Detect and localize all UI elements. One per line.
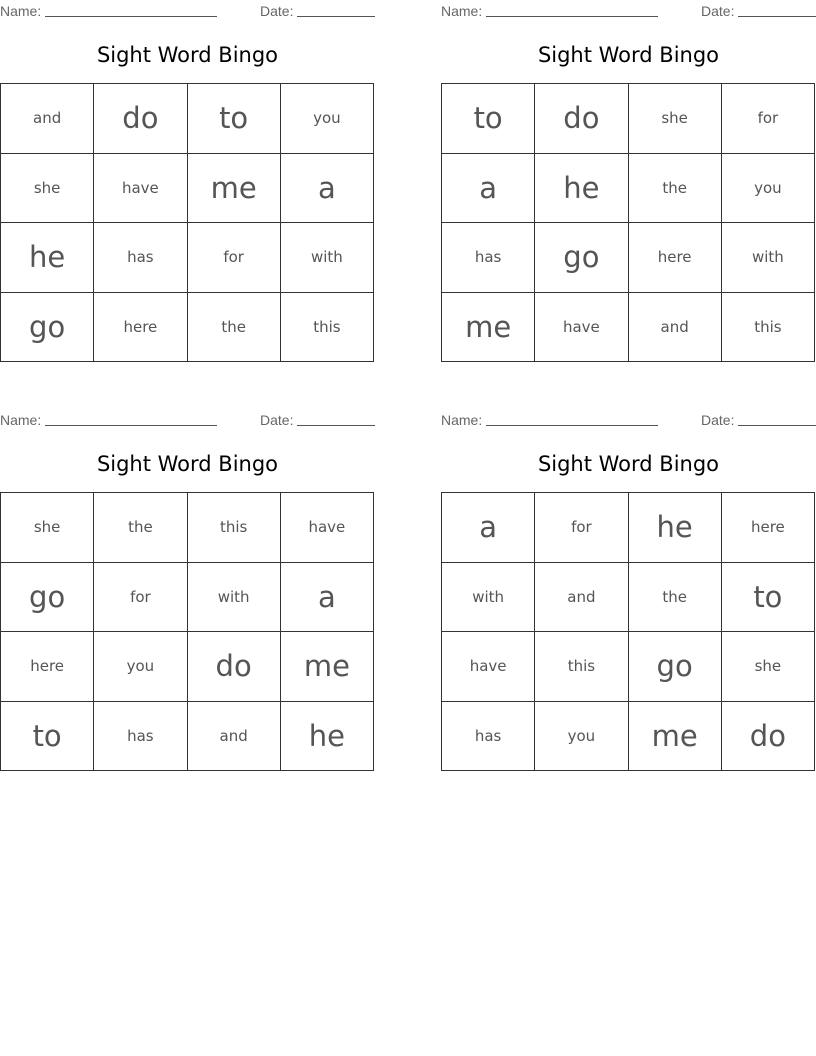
bingo-cell: you [722,154,815,224]
name-label: Name: [441,3,483,19]
bingo-cell: has [442,702,535,772]
bingo-grid [441,83,815,362]
bingo-cell: for [94,563,187,633]
card-header [0,409,375,429]
bingo-cell: she [1,154,94,224]
bingo-cell: me [629,702,722,772]
bingo-cell: with [442,563,535,633]
card-title: Sight Word Bingo [96,43,279,67]
bingo-cell: here [94,293,187,363]
bingo-cell: the [94,493,187,563]
date-blank-line [297,425,375,426]
name-label: Name: [0,412,42,428]
bingo-cell: she [1,493,94,563]
bingo-grid [0,492,374,771]
card-header [441,409,816,429]
bingo-cell: this [281,293,374,363]
card-header [441,0,816,20]
bingo-grid [0,83,374,362]
bingo-cell: the [188,293,281,363]
bingo-cell: to [188,84,281,154]
bingo-card [441,409,816,753]
bingo-cell: a [442,154,535,224]
bingo-cell: do [94,84,187,154]
bingo-cell: have [535,293,628,363]
bingo-cell: to [722,563,815,633]
name-blank-line [45,425,217,426]
date-blank-line [297,16,375,17]
bingo-cell: go [1,293,94,363]
bingo-cell: do [535,84,628,154]
name-blank-line [486,425,658,426]
card-title: Sight Word Bingo [537,452,720,476]
bingo-cell: have [442,632,535,702]
bingo-cell: she [722,632,815,702]
bingo-cell: do [722,702,815,772]
bingo-cell: he [629,493,722,563]
bingo-cell: and [629,293,722,363]
name-label: Name: [0,3,42,19]
name-blank-line [45,16,217,17]
bingo-cell: to [442,84,535,154]
bingo-cell: has [442,223,535,293]
bingo-cell: for [535,493,628,563]
bingo-cell: do [188,632,281,702]
card-header [0,0,375,20]
bingo-grid [441,492,815,771]
bingo-cell: me [281,632,374,702]
bingo-cell: me [188,154,281,224]
bingo-cell: for [188,223,281,293]
card-title: Sight Word Bingo [96,452,279,476]
bingo-cell: to [1,702,94,772]
bingo-cell: here [722,493,815,563]
bingo-cell: for [722,84,815,154]
date-label: Date: [260,412,294,428]
bingo-cell: me [442,293,535,363]
bingo-cell: with [722,223,815,293]
bingo-cell: you [535,702,628,772]
bingo-cell: this [188,493,281,563]
date-blank-line [738,425,816,426]
name-label: Name: [441,412,483,428]
bingo-cell: have [281,493,374,563]
bingo-cell: here [629,223,722,293]
bingo-cell: this [722,293,815,363]
bingo-cell: this [535,632,628,702]
bingo-cell: with [188,563,281,633]
bingo-cell: here [1,632,94,702]
bingo-cell: and [1,84,94,154]
bingo-cell: with [281,223,374,293]
date-label: Date: [701,3,735,19]
bingo-cell: and [188,702,281,772]
bingo-cell: a [281,154,374,224]
bingo-cell: and [535,563,628,633]
bingo-cell: he [281,702,374,772]
bingo-cell: she [629,84,722,154]
name-blank-line [486,16,658,17]
bingo-card [0,0,375,344]
bingo-card [441,0,816,344]
bingo-card [0,409,375,753]
bingo-cell: you [94,632,187,702]
bingo-cell: go [1,563,94,633]
bingo-cell: he [1,223,94,293]
bingo-cell: the [629,154,722,224]
bingo-cell: a [281,563,374,633]
date-label: Date: [260,3,294,19]
bingo-cell: has [94,702,187,772]
date-label: Date: [701,412,735,428]
bingo-cell: you [281,84,374,154]
date-blank-line [738,16,816,17]
bingo-cell: the [629,563,722,633]
bingo-cell: has [94,223,187,293]
bingo-cell: go [535,223,628,293]
card-title: Sight Word Bingo [537,43,720,67]
bingo-cell: he [535,154,628,224]
bingo-cell: go [629,632,722,702]
bingo-cell: have [94,154,187,224]
bingo-cell: a [442,493,535,563]
